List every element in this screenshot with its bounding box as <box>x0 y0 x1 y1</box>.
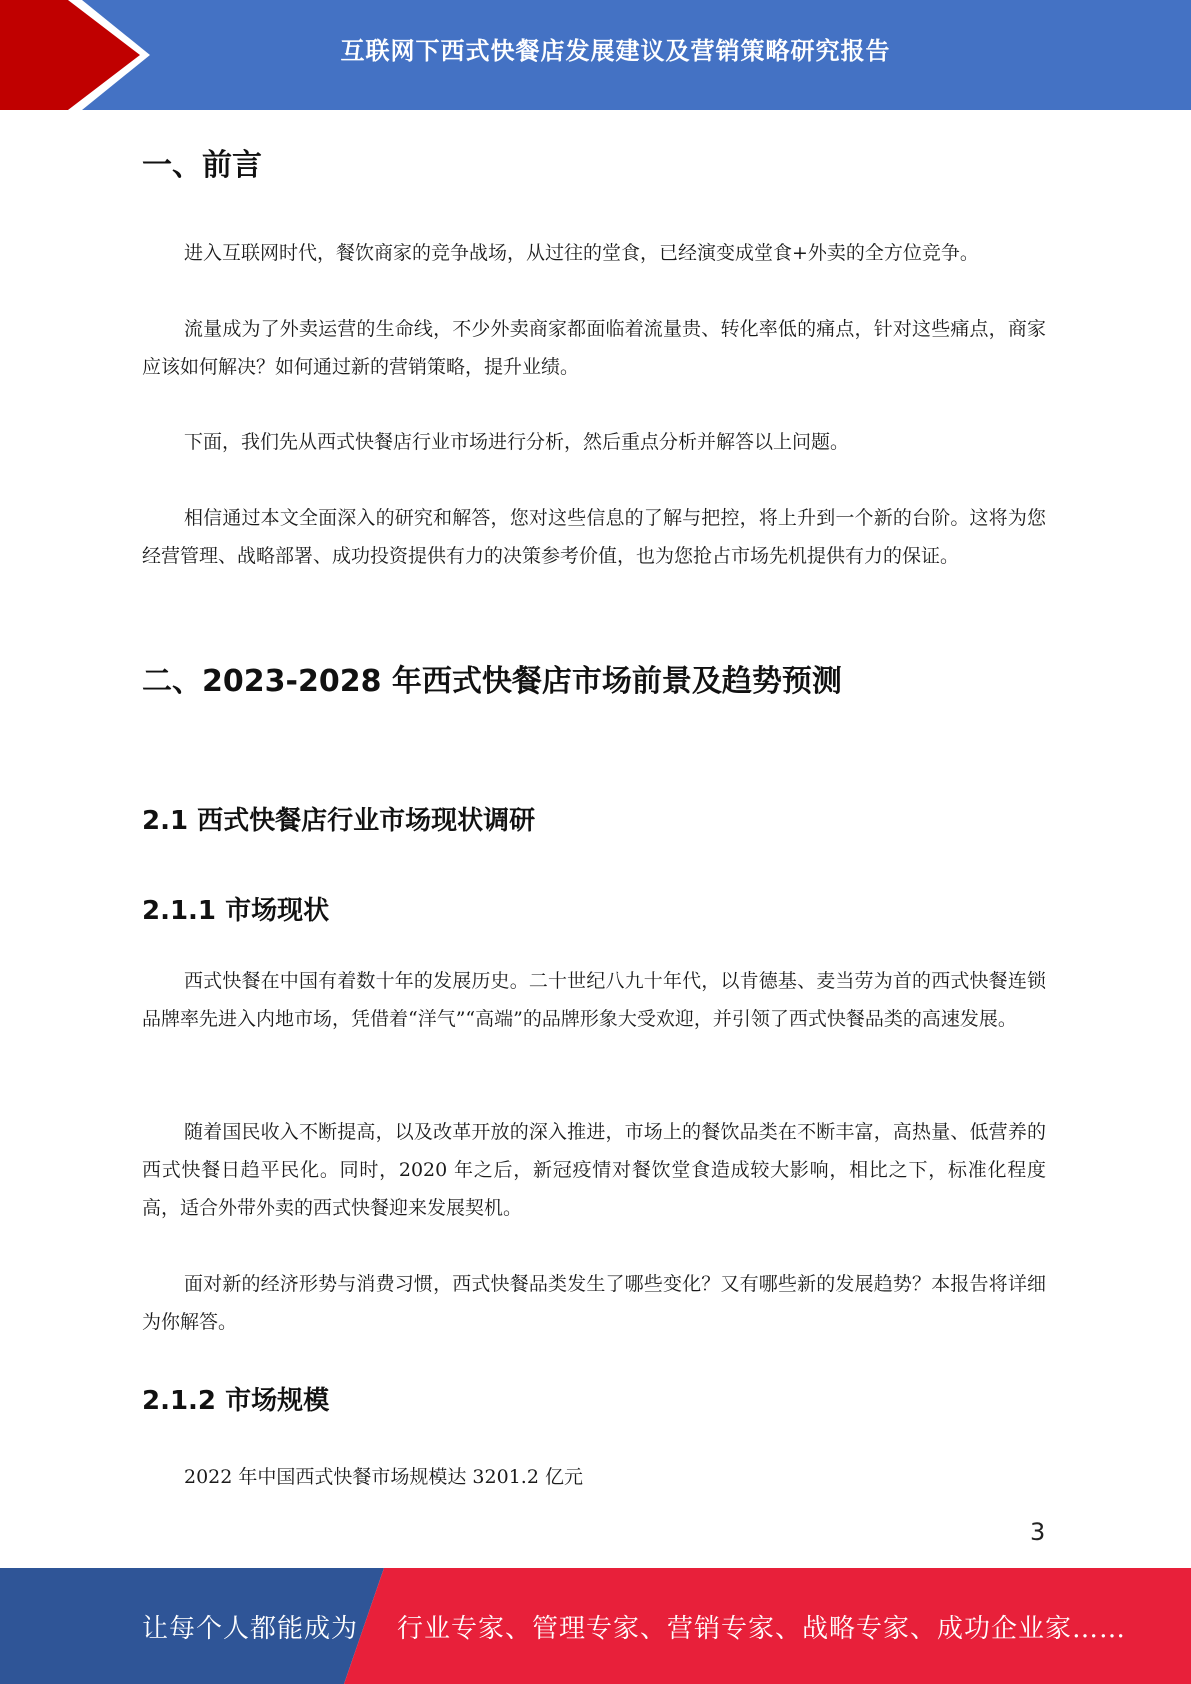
preface-heading: 一、前言 <box>142 148 262 183</box>
page-header <box>0 0 1191 110</box>
preface-paragraph-1: 进入互联网时代，餐饮商家的竞争战场，从过往的堂食，已经演变成堂食+外卖的全方位竞争。 <box>184 242 979 264</box>
market-status-paragraph-3: 面对新的经济形势与消费习惯，西式快餐品类发生了哪些变化？又有哪些新的发展趋势？本报告将详细为你解答。 <box>142 1273 1046 1333</box>
preface-paragraph-2: 流量成为了外卖运营的生命线，不少外卖商家都面临着流量贵、转化率低的痛点，针对这些痛点，商家应该如何解决？如何通过新的营销策略，提升业绩。 <box>142 318 1046 378</box>
preface-paragraph-3: 下面，我们先从西式快餐店行业市场进行分析，然后重点分析并解答以上问题。 <box>184 431 850 453</box>
market-scale-paragraph: 2022 年中国西式快餐市场规模达 3201.2 亿元 <box>184 1466 583 1488</box>
section-2-1-1-heading: 2.1.1 市场现状 <box>142 896 330 926</box>
footer-slogan-right: 行业专家、管理专家、营销专家、战略专家、成功企业家…… <box>397 1613 1127 1644</box>
footer-slogan-left: 让每个人都能成为 <box>142 1613 359 1644</box>
page-footer <box>0 1568 1191 1684</box>
header-arrow-icon <box>0 0 160 110</box>
preface-paragraph-4: 相信通过本文全面深入的研究和解答，您对这些信息的了解与把控，将上升到一个新的台阶。这将为您经营管理、战略部署、成功投资提供有力的决策参考价值，也为您抢占市场先机提供有力的保证。 <box>142 507 1046 567</box>
report-title: 互联网下西式快餐店发展建议及营销策略研究报告 <box>340 36 891 65</box>
section-2-1-2-heading: 2.1.2 市场规模 <box>142 1386 330 1416</box>
market-status-paragraph-2: 随着国民收入不断提高，以及改革开放的深入推进，市场上的餐饮品类在不断丰富，高热量、低营养的西式快餐日趋平民化。同时，2020 年之后，新冠疫情对餐饮堂食造成较大影响，相比之下，标准化程度高，适合外带外卖的西式快餐迎来发展契机。 <box>142 1121 1046 1219</box>
forecast-heading: 二、2023-2028 年西式快餐店市场前景及趋势预测 <box>142 664 842 699</box>
page-number: 3 <box>1030 1518 1046 1546</box>
section-2-1-heading: 2.1 西式快餐店行业市场现状调研 <box>142 806 536 836</box>
market-status-paragraph-1: 西式快餐在中国有着数十年的发展历史。二十世纪八九十年代，以肯德基、麦当劳为首的西式快餐连锁品牌率先进入内地市场，凭借着“洋气”“高端”的品牌形象大受欢迎，并引领了西式快餐品类的高速发展。 <box>142 970 1046 1030</box>
